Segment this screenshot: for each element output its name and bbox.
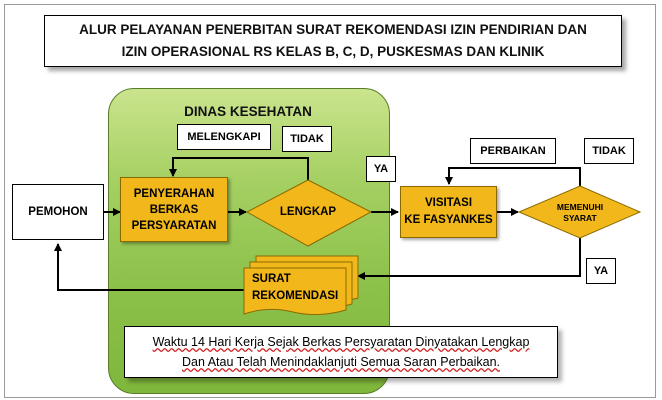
penyerahan-line-3: PERSYARATAN — [131, 219, 217, 232]
node-visitasi — [400, 186, 497, 238]
tidak-1-text: TIDAK — [290, 133, 324, 145]
node-pemohon — [12, 184, 104, 240]
title-line-1: ALUR PELAYANAN PENERBITAN SURAT REKOMENDASI IZIN PENDIRIAN DAN — [79, 22, 587, 37]
note-line-1: Waktu 14 Hari Kerja Sejak Berkas Persyaratan Dinyatakan Lengkap — [152, 335, 530, 349]
label-perbaikan — [470, 138, 556, 164]
label-ya-lengkap — [366, 156, 396, 182]
processing-time-note — [124, 326, 558, 378]
surat-line-2: REKOMENDASI — [252, 290, 339, 302]
label-tidak-lengkap — [282, 126, 332, 152]
ya-1-text: YA — [373, 163, 389, 175]
label-melengkapi — [177, 124, 271, 150]
node-penyerahan-berkas — [120, 177, 228, 242]
arrow-ya-surat — [358, 238, 580, 276]
note-line-2: Dan Atau Telah Menindaklanjuti Semua Saran Perbaikan. — [181, 355, 501, 369]
arrow-surat-pemohon — [58, 244, 244, 290]
diamond-lengkap-label — [262, 202, 354, 222]
diamond-memenuhi-label — [540, 200, 620, 226]
penyerahan-line-2: BERKAS — [149, 203, 199, 216]
label-tidak-memenuhi — [584, 138, 634, 164]
group-label: DINAS KESEHATAN — [184, 104, 312, 119]
surat-line-1: SURAT — [252, 273, 291, 285]
lengkap-text: LENGKAP — [279, 206, 337, 218]
visitasi-line-1: VISITASI — [424, 197, 473, 209]
arrow-tidak-perbaikan — [449, 168, 580, 186]
memenuhi-line-1: MEMENUHI — [556, 202, 604, 212]
perbaikan-text: PERBAIKAN — [480, 145, 546, 157]
melengkapi-text: MELENGKAPI — [187, 131, 261, 143]
tidak-2-text: TIDAK — [592, 145, 626, 157]
pemohon-label: PEMOHON — [28, 206, 88, 218]
node-surat-rekomendasi — [244, 270, 346, 306]
memenuhi-line-2: SYARAT — [563, 213, 597, 223]
ya-2-text: YA — [593, 265, 609, 277]
title-line-2: IZIN OPERASIONAL RS KELAS B, C, D, PUSKESMAS DAN KLINIK — [121, 44, 545, 59]
penyerahan-line-1: PENYERAHAN — [133, 187, 215, 200]
label-ya-memenuhi — [586, 258, 616, 284]
visitasi-line-2: KE FASYANKES — [404, 214, 493, 226]
